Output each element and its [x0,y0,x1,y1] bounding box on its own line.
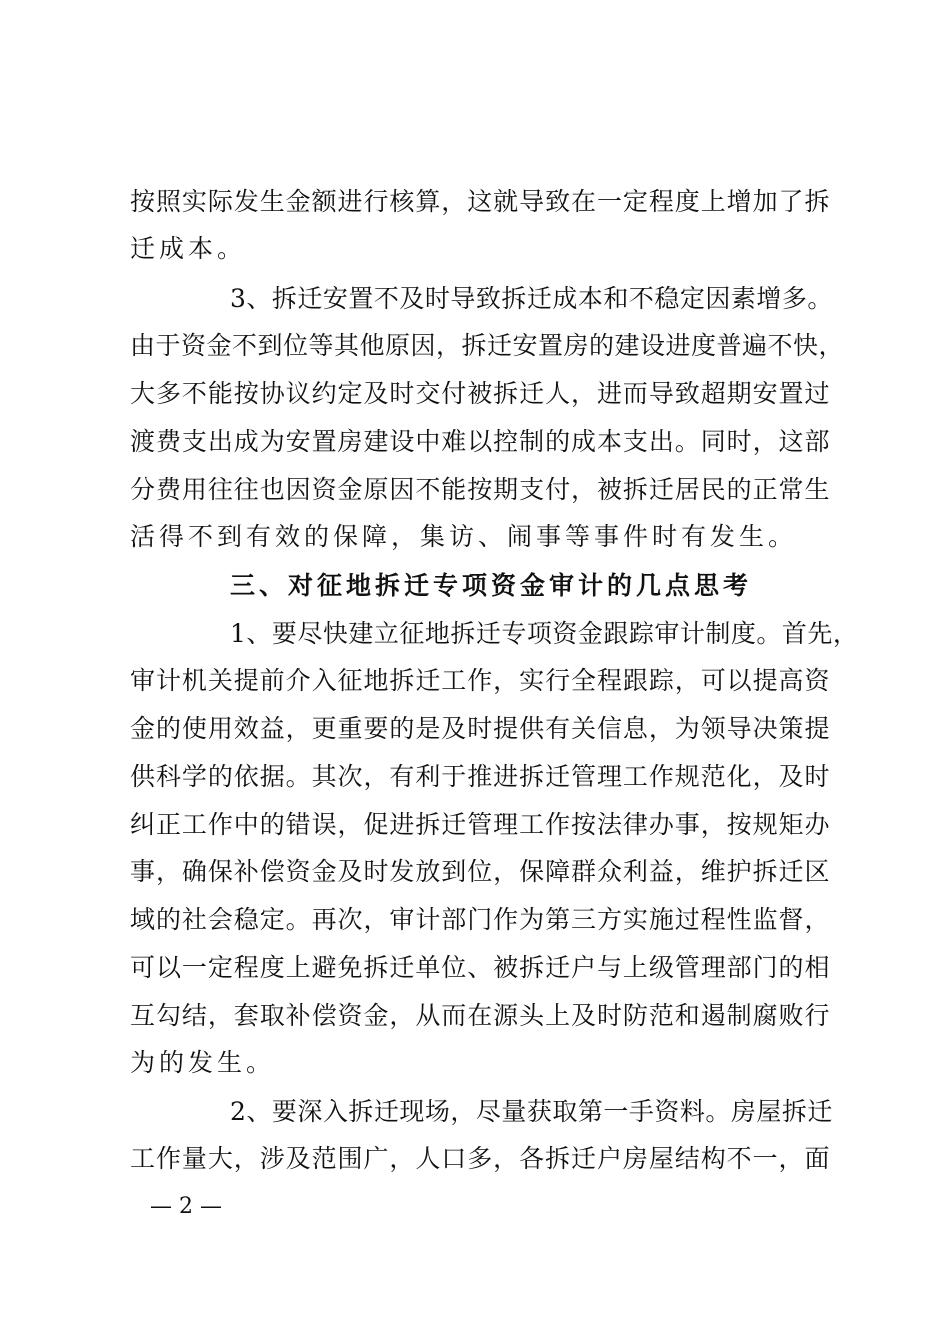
text-line: 供科学的依据。其次，有利于推进拆迁管理工作规范化，及时 [130,762,830,791]
text-line: 分费用往往也因资金原因不能按期支付，被拆迁居民的正常生 [130,475,830,504]
text-line: 由于资金不到位等其他原因，拆迁安置房的建设进度普遍不快， [130,331,845,360]
text-line: 工作量大，涉及范围广，人口多，各拆迁户房屋结构不一，面 [130,1144,830,1173]
text-line: 金的使用效益，更重要的是及时提供有关信息，为领导决策提 [130,714,830,743]
text-line: 事，确保补偿资金及时发放到位，保障群众利益，维护拆迁区 [130,857,830,886]
text-line: 1、要尽快建立征地拆迁专项资金跟踪审计制度。首先， [230,619,859,648]
text-line: 纠正工作中的错误，促进拆迁管理工作按法律办事，按规矩办 [130,810,830,839]
text-line: 审计机关提前介入征地拆迁工作，实行全程跟踪，可以提高资 [130,666,830,695]
text-line: 互勾结，套取补偿资金，从而在源头上及时防范和遏制腐败行 [130,1001,830,1030]
text-line: 渡费支出成为安置房建设中难以控制的成本支出。同时，这部 [130,427,830,456]
text-line: 2、要深入拆迁现场，尽量获取第一手资料。房屋拆迁 [230,1097,833,1126]
text-line: 活得不到有效的保障，集访、闹事等事件时有发生。 [130,522,798,551]
text-line: 迁成本。 [130,234,247,263]
text-line: 域的社会稳定。再次，审计部门作为第三方实施过程性监督， [130,905,830,934]
text-line: 可以一定程度上避免拆迁单位、被拆迁户与上级管理部门的相 [130,953,830,982]
text-line: 按照实际发生金额进行核算，这就导致在一定程度上增加了拆 [130,187,830,216]
text-line: 为的发生。 [130,1048,276,1077]
page-number: — 2 — [150,1194,222,1219]
section-heading: 三、对征地拆迁专项资金审计的几点思考 [230,571,753,600]
text-line: 3、拆迁安置不及时导致拆迁成本和不稳定因素增多。 [230,284,833,313]
text-line: 大多不能按协议约定及时交付被拆迁人，进而导致超期安置过 [130,379,830,408]
